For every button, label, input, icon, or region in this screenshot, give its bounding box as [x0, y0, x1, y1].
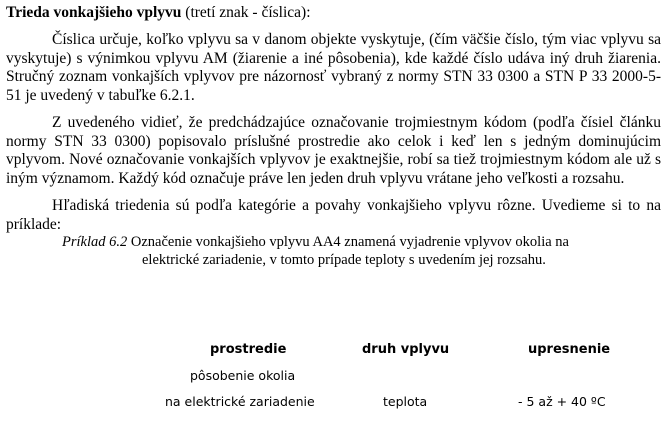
- table-header-row: [0, 342, 655, 368]
- example-table: [0, 342, 655, 420]
- heading-rest: (tretí znak - číslica):: [181, 4, 311, 21]
- example-block: [62, 234, 661, 269]
- cell-prostredie-2: na elektrické zariadenie: [165, 394, 315, 409]
- paragraph-1: Číslica určuje, koľko vplyvu sa v danom objekte vyskytuje, (čím väčšie číslo, tým viac vplyvu sa vyskytuje) s výnimkou vplyvu AM (žiarenie a iné pôsobenia), kde každé číslo udáva iný druh žiarenia. Stručný zoznam vonkajších vplyvov pre názornosť vybraný z normy STN 33 0300 a STN P 33 2000-5-51 je uvedený v tabuľke 6.2.1.: [6, 31, 661, 104]
- header-upresnenie: upresnenie: [528, 342, 611, 357]
- example-line-1: Označenie vonkajšieho vplyvu AA4 znamená vyjadrenie vplyvov okolia na: [127, 234, 569, 250]
- cell-prostredie-1: pôsobenie okolia: [190, 368, 296, 383]
- table-row: [0, 394, 655, 420]
- heading-bold: Trieda vonkajšieho vplyvu: [6, 4, 182, 21]
- example-label: Príklad 6.2: [62, 234, 128, 250]
- cell-druh-vplyvu: teplota: [383, 394, 428, 409]
- section-heading: [6, 4, 661, 22]
- example-line-2: elektrické zariadenie, v tomto prípade teploty s uvedením jej rozsahu.: [142, 251, 546, 268]
- paragraph-3: Hľadiská triedenia sú podľa kategórie a povahy vonkajšieho vplyvu rôzne. Uvedieme si to na príklade:: [6, 197, 661, 233]
- document-page: [6, 4, 661, 269]
- paragraph-2: Z uvedeného vidieť, že predchádzajúce označovanie trojmiestnym kódom (podľa čísiel článku normy STN 33 0300) popisovalo príslušné prostredie ako celok i keď len s jedným dominujúcim vplyvom. Nové označovanie vonkajších vplyvov je exaktnejšie, robí sa tiež trojmiestnym kódom ale už s iným významom. Každý kód označuje práve len jeden druh vplyvu vrátane jeho veľkosti a rozsahu.: [6, 114, 661, 187]
- cell-upresnenie: - 5 až + 40 ºC: [518, 394, 606, 409]
- table-row: [0, 368, 655, 394]
- header-prostredie: prostredie: [210, 342, 287, 357]
- header-druh-vplyvu: druh vplyvu: [362, 342, 450, 357]
